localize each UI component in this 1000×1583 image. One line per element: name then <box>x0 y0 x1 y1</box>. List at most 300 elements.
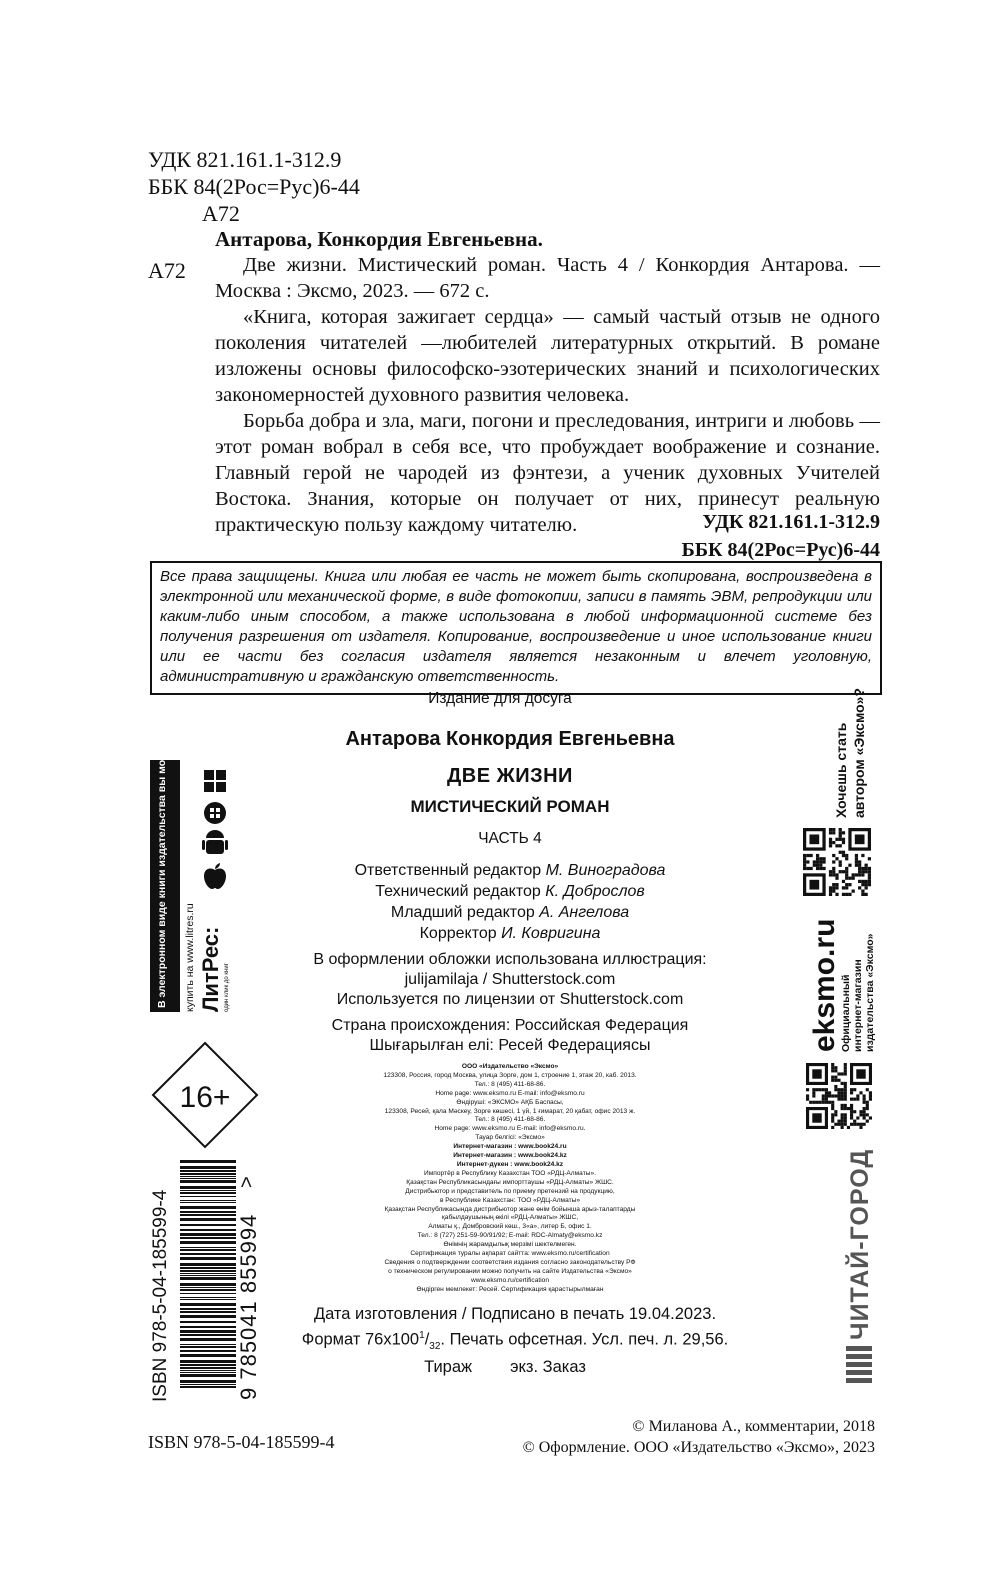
credit-line: Ответственный редактор М. Виноградова <box>354 862 666 879</box>
android-icon <box>202 830 228 854</box>
qr-module <box>863 1094 866 1097</box>
small-print-line: Өндіруші: «ЭКСМО» АҚБ Баспасы, <box>456 1098 564 1106</box>
small-print-line: Home page: www.eksmo.ru E-mail: info@eksmo.ru. <box>434 1125 586 1133</box>
qr-code-eksmo[interactable] <box>806 1063 872 1129</box>
qr-module <box>861 893 864 896</box>
qr-module <box>850 1091 853 1094</box>
rights-notice: Все права защищены. Книга или любая ее часть не может быть скопирована, воспроизведена в электронной или механической форме, в виде фотокопии, записи в память ЭВМ, репродукции или каким-либо иным способом, а также использована в любой информационной системе без получения разрешения от издателя. Копирование, воспроизведение и иное использование книги или ее части без согласия издателя является незаконным и влечет уголовную, административную и гражданскую ответственность. <box>150 561 882 695</box>
small-print-line: Тел.: 8 (495) 411-68-86. <box>474 1116 546 1124</box>
litres-tagline: один клик до книг <box>224 963 230 1012</box>
qr-module <box>829 870 832 873</box>
qr-module <box>841 1123 844 1126</box>
barcode-bar <box>180 1241 236 1244</box>
qr-module <box>831 1094 834 1097</box>
qr-module <box>839 834 842 837</box>
barcode-bar <box>180 1374 236 1377</box>
qr-module <box>841 1072 844 1075</box>
qr-module <box>815 1101 818 1104</box>
qr-module <box>842 870 845 873</box>
qr-module <box>863 1101 866 1104</box>
qr-module <box>816 867 819 870</box>
annotation-paragraph-1: «Книга, которая зажигает сердца» — самый частый отзыв не одного поколения читателей —любителей литературных открытий. В романе изложены основы философско-эзотерических знаний и психологических закономерностей духовного развития человека. <box>215 306 880 406</box>
barcode-bar <box>180 1229 236 1231</box>
qr-module <box>869 1116 872 1119</box>
qr-module <box>837 1088 840 1091</box>
barcode-isbn-vertical: ISBN 978-5-04-185599-4 <box>150 1189 171 1402</box>
qr-module <box>837 1079 840 1082</box>
qr-module <box>809 867 812 870</box>
small-print-line: о техническом регулировании можно получить на сайте Издательства «Эксмо» <box>388 1267 632 1275</box>
small-print-line: Өндірген мемлекет: Ресей. Сертификация қарастырылмаған <box>416 1285 604 1293</box>
credit-line: Младший редактор А. Ангелова <box>390 904 630 921</box>
barcode-bar <box>180 1315 236 1318</box>
qr-module <box>834 1069 837 1072</box>
qr-module <box>853 1120 856 1123</box>
barcode-bar <box>180 1273 236 1274</box>
chitai-gorod-logo: ЧИТАЙ-ГОРОД <box>846 1148 874 1340</box>
qr-module <box>868 880 871 883</box>
barcode-bar <box>180 1196 236 1197</box>
small-print-line: Интернет-магазин : www.book24.kz <box>453 1152 567 1160</box>
qr-module <box>803 857 806 860</box>
qr-module <box>834 1085 837 1088</box>
qr-module <box>859 1091 862 1094</box>
qr-module <box>858 880 861 883</box>
qr-module <box>839 828 842 831</box>
qr-module <box>848 893 851 896</box>
barcode-bar <box>180 1224 236 1226</box>
qr-module <box>861 873 864 876</box>
qr-module <box>831 1107 834 1110</box>
qr-module <box>831 1104 834 1107</box>
barcode-bar <box>180 1214 236 1216</box>
qr-module <box>844 1094 847 1097</box>
qr-module <box>845 883 848 886</box>
qr-module <box>839 860 842 863</box>
qr-module <box>822 867 825 870</box>
qr-module <box>825 1098 828 1101</box>
qr-module <box>844 1082 847 1085</box>
qr-module <box>869 1098 872 1101</box>
qr-module <box>841 1091 844 1094</box>
qr-module <box>845 857 848 860</box>
qr-code-author[interactable] <box>803 828 871 896</box>
qr-module <box>845 873 848 876</box>
qr-module <box>866 1104 869 1107</box>
qr-module <box>825 1101 828 1104</box>
qr-module <box>865 893 868 896</box>
barcode-bar <box>180 1170 236 1172</box>
qr-module <box>819 857 822 860</box>
qr-module <box>855 857 858 860</box>
qr-module <box>822 857 825 860</box>
qr-module <box>839 844 842 847</box>
windows-phone-icon <box>204 802 226 824</box>
qr-module <box>861 890 864 893</box>
qr-module <box>841 1116 844 1119</box>
qr-module <box>832 886 835 889</box>
barcode-bar <box>180 1293 236 1294</box>
qr-module <box>842 880 845 883</box>
qr-module <box>841 1082 844 1085</box>
qr-module <box>841 1120 844 1123</box>
qr-module <box>829 886 832 889</box>
chitai-gorod-logo-mark <box>846 1346 872 1386</box>
qr-module <box>822 860 825 863</box>
qr-module <box>834 1079 837 1082</box>
barcode-bar <box>180 1386 236 1388</box>
qr-module <box>858 886 861 889</box>
qr-module <box>806 1098 809 1101</box>
qr-module <box>861 867 864 870</box>
qr-module <box>825 1091 828 1094</box>
qr-module <box>858 867 861 870</box>
barcode-bar <box>180 1206 236 1209</box>
qr-module <box>841 1113 844 1116</box>
qr-module <box>844 1098 847 1101</box>
qr-module <box>842 886 845 889</box>
barcode-bar <box>180 1257 236 1260</box>
qr-module <box>809 854 812 857</box>
illustration-credit: В оформлении обложки использована иллюстрация: julijamilaja / Shutterstock.com Используется по лицензии от Shutterstock.com <box>313 951 707 1008</box>
qr-module <box>835 886 838 889</box>
qr-module <box>844 1120 847 1123</box>
qr-module <box>829 838 832 841</box>
barcode-bar <box>180 1283 236 1286</box>
barcode-bar <box>180 1270 236 1272</box>
qr-module <box>844 1104 847 1107</box>
qr-module <box>822 1101 825 1104</box>
imprint-author: Антарова Конкордия Евгеньевна <box>345 728 675 750</box>
qr-module <box>837 1098 840 1101</box>
qr-module <box>831 1069 834 1072</box>
qr-finder <box>856 1069 865 1078</box>
small-print-line: ООО «Издательство «Эксмо» <box>461 1063 559 1070</box>
qr-module <box>832 883 835 886</box>
qr-module <box>855 860 858 863</box>
qr-module <box>812 1091 815 1094</box>
bottom-codes <box>682 508 880 564</box>
small-print-line: Алматы қ., Домбровский көш., 3«а», литер Б, офис 1. <box>428 1223 592 1231</box>
qr-module <box>829 828 832 831</box>
barcode-bar <box>180 1346 236 1348</box>
qr-module <box>856 1116 859 1119</box>
qr-module <box>832 873 835 876</box>
small-print-line: Импортёр в Республику Казахстан ТОО «РДЦ-Алматы». <box>424 1169 596 1177</box>
qr-module <box>828 1101 831 1104</box>
qr-module <box>848 877 851 880</box>
barcode-bar <box>180 1299 236 1300</box>
qr-module <box>859 1126 862 1129</box>
qr-module <box>841 1088 844 1091</box>
credits <box>275 860 745 944</box>
small-print-line: Тауар белгісі: «Эксмо» <box>475 1134 545 1142</box>
qr-module <box>832 867 835 870</box>
qr-module <box>844 1085 847 1088</box>
qr-module <box>845 854 848 857</box>
qr-module <box>858 864 861 867</box>
barcode-bar <box>180 1354 236 1357</box>
barcode-bar <box>180 1233 236 1236</box>
qr-module <box>844 1066 847 1069</box>
bottom-bbk: ББК 84(2Рос=Рус)6-44 <box>681 539 880 561</box>
qr-module <box>852 873 855 876</box>
qr-module <box>803 867 806 870</box>
qr-module <box>841 1104 844 1107</box>
qr-module <box>859 1110 862 1113</box>
qr-module <box>809 1101 812 1104</box>
qr-module <box>839 851 842 854</box>
country-of-origin: Страна происхождения: Российская Федерация Шығарылған елі: Ресей Федерациясы <box>331 1017 689 1054</box>
qr-module <box>822 1094 825 1097</box>
udk-code: УДК 821.161.1-312.9 <box>148 147 342 172</box>
isbn: ISBN 978-5-04-185599-4 <box>148 1432 335 1452</box>
barcode-bar <box>180 1321 236 1323</box>
eksmo-description: Официальный интернет-магазин издательства «Эксмо» <box>840 933 876 1052</box>
qr-module <box>852 890 855 893</box>
qr-module <box>859 1123 862 1126</box>
qr-module <box>850 1107 853 1110</box>
qr-module <box>856 1094 859 1097</box>
qr-module <box>845 877 848 880</box>
barcode-bar <box>180 1200 236 1201</box>
barcode-bar <box>180 1297 236 1298</box>
qr-module <box>865 864 868 867</box>
qr-module <box>841 1094 844 1097</box>
qr-module <box>861 880 864 883</box>
litres-banner <box>150 736 180 1012</box>
barcode <box>180 1160 240 1390</box>
credit-line: Технический редактор К. Доброслов <box>375 883 645 900</box>
barcode-bar <box>180 1372 236 1373</box>
qr-module <box>806 860 809 863</box>
qr-module <box>853 1088 856 1091</box>
barcode-bar <box>180 1360 236 1363</box>
qr-finder <box>809 834 819 844</box>
small-print-line: Қазақстан Республикасында дистрибьютор және өнім бойынша арыз-талаптарды <box>384 1205 636 1213</box>
barcode-bar <box>180 1202 236 1203</box>
qr-module <box>829 890 832 893</box>
qr-module <box>819 867 822 870</box>
barcode-bar <box>180 1338 236 1341</box>
qr-module <box>831 1116 834 1119</box>
barcode-bar <box>180 1344 236 1345</box>
qr-module <box>841 1098 844 1101</box>
qr-module <box>866 1107 869 1110</box>
qr-module <box>813 860 816 863</box>
qr-module <box>839 831 842 834</box>
qr-module <box>865 880 868 883</box>
qr-module <box>835 838 838 841</box>
small-print-line: Тел.: 8 (495) 411-68-86. <box>474 1080 546 1088</box>
barcode-bar <box>180 1176 236 1177</box>
qr-module <box>861 854 864 857</box>
qr-module <box>806 1088 809 1091</box>
qr-module <box>844 1116 847 1119</box>
qr-module <box>863 1110 866 1113</box>
publisher-small-print <box>350 1063 670 1295</box>
bottom-udk: УДК 821.161.1-312.9 <box>702 511 880 533</box>
annotation-bib: Две жизни. Мистический роман. Часть 4 / Конкордия Антарова. — Москва : Эксмо, 2023. — 672 с. <box>215 254 880 302</box>
bbk-code: ББК 84(2Рос=Рус)6-44 <box>148 174 360 199</box>
qr-module <box>815 1088 818 1091</box>
qr-module <box>865 883 868 886</box>
barcode-bar <box>180 1350 236 1352</box>
qr-module <box>847 1126 850 1129</box>
qr-module <box>832 828 835 831</box>
barcode-bar <box>180 1380 236 1383</box>
qr-module <box>863 1123 866 1126</box>
barcode-bar <box>180 1311 236 1313</box>
qr-module <box>855 854 858 857</box>
small-print-line: Сертификация туралы ақпарат сайтта: www.eksmo.ru/certification <box>410 1250 610 1258</box>
litres-logo: ЛитРес: <box>198 926 223 1012</box>
qr-module <box>822 1088 825 1091</box>
qr-module <box>832 841 835 844</box>
barcode-bar <box>180 1253 236 1255</box>
qr-module <box>832 890 835 893</box>
qr-module <box>835 877 838 880</box>
qr-module <box>816 864 819 867</box>
barcode-bar <box>180 1237 236 1239</box>
imprint-subtitle: МИСТИЧЕСКИЙ РОМАН <box>410 797 610 816</box>
qr-module <box>819 864 822 867</box>
barcode-bar <box>180 1330 236 1333</box>
qr-module <box>868 867 871 870</box>
qr-module <box>842 841 845 844</box>
leisure-label: Издание для досуга <box>428 690 572 707</box>
qr-module <box>816 854 819 857</box>
barcode-bar <box>180 1303 236 1306</box>
qr-module <box>865 867 868 870</box>
barcode-bar <box>180 1173 236 1175</box>
qr-module <box>856 1123 859 1126</box>
qr-module <box>825 1088 828 1091</box>
barcode-bar <box>180 1178 236 1179</box>
small-print-line: Интернет-магазин : www.book24.ru <box>453 1143 567 1151</box>
barcode-bar <box>180 1247 236 1248</box>
qr-module <box>825 1094 828 1097</box>
qr-module <box>866 1113 869 1116</box>
qr-module <box>831 1113 834 1116</box>
age-rating-badge <box>150 1040 260 1150</box>
qr-module <box>844 1107 847 1110</box>
barcode-digits: 9 785041 855994 <box>236 1213 261 1400</box>
qr-module <box>834 1066 837 1069</box>
qr-module <box>856 1098 859 1101</box>
small-print-line: Сведения о подтверждении соответствия издания согласно законодательству РФ <box>384 1258 636 1266</box>
qr-module <box>863 1098 866 1101</box>
qr-module <box>831 1079 834 1082</box>
barcode-bar <box>180 1249 236 1251</box>
small-print-line: Өнімнің жарамдылық мерзімі шектелмеген. <box>443 1241 577 1249</box>
qr-module <box>848 883 851 886</box>
qr-module <box>842 831 845 834</box>
qr-module <box>858 870 861 873</box>
qr-module <box>828 1091 831 1094</box>
qr-module <box>835 883 838 886</box>
small-print-line: www.eksmo.ru/certification <box>470 1276 550 1284</box>
copyright: © Миланова А., комментарии, 2018 © Оформление. ООО «Издательство «Эксмо», 2023 <box>522 1418 875 1456</box>
qr-module <box>861 870 864 873</box>
barcode-bar <box>180 1287 236 1288</box>
qr-module <box>842 893 845 896</box>
qr-module <box>829 841 832 844</box>
author-mark: А72 <box>202 201 240 226</box>
barcode-bar <box>180 1186 236 1189</box>
windows-icon <box>204 770 226 792</box>
qr-module <box>859 1113 862 1116</box>
qr-module <box>863 1116 866 1119</box>
small-print-line: Тел.: 8 (727) 251-59-90/91/92; E-mail: RDC-Almaty@eksmo.kz <box>417 1232 603 1240</box>
qr-module <box>858 860 861 863</box>
qr-module <box>850 1116 853 1119</box>
app-store-icons <box>200 766 232 896</box>
qr-module <box>835 857 838 860</box>
qr-module <box>829 893 832 896</box>
small-print-line: Home page: www.eksmo.ru E-mail: info@eksmo.ru <box>435 1089 585 1097</box>
qr-module <box>829 873 832 876</box>
qr-module <box>837 1094 840 1097</box>
qr-module <box>803 860 806 863</box>
barcode-bar <box>180 1192 236 1194</box>
qr-finder <box>855 834 865 844</box>
qr-module <box>868 883 871 886</box>
qr-module <box>831 1076 834 1079</box>
qr-module <box>850 1113 853 1116</box>
barcode-bar <box>180 1267 236 1269</box>
barcode-bar <box>180 1180 236 1183</box>
qr-module <box>842 851 845 854</box>
litres-text: В электронном виде книги издательства вы можете <box>156 736 168 1008</box>
small-print-line: Интернет-дүкен : www.book24.kz <box>456 1160 564 1168</box>
qr-module <box>844 1072 847 1075</box>
qr-module <box>852 877 855 880</box>
qr-module <box>834 1123 837 1126</box>
qr-module <box>844 1091 847 1094</box>
qr-module <box>816 857 819 860</box>
production-info: Дата изготовления / Подписано в печать 19.04.2023. Формат $76x100^1/_{32}$. Печать офсетная. Усл. печ. л. 29,56. Тираж экз. Заказ <box>301 1305 729 1376</box>
qr-module <box>868 857 871 860</box>
qr-module <box>812 1094 815 1097</box>
credit-line: Корректор И. Ковригина <box>419 925 601 942</box>
qr-module <box>868 873 871 876</box>
eksmo-site[interactable]: eksmo.ru <box>808 918 841 1052</box>
qr-module <box>806 854 809 857</box>
qr-module <box>865 886 868 889</box>
barcode-bar <box>180 1211 236 1213</box>
qr-module <box>868 877 871 880</box>
qr-module <box>837 1123 840 1126</box>
barcode-bar <box>180 1218 236 1221</box>
qr-module <box>819 860 822 863</box>
qr-module <box>839 864 842 867</box>
qr-module <box>844 1069 847 1072</box>
qr-module <box>835 844 838 847</box>
qr-module <box>831 1063 834 1066</box>
qr-module <box>866 1101 869 1104</box>
annotation-author: Антарова, Конкордия Евгеньевна. <box>215 227 543 251</box>
qr-module <box>831 1120 834 1123</box>
qr-module <box>812 1101 815 1104</box>
qr-module <box>835 873 838 876</box>
litres-link: купить на www.litres.ru <box>184 903 196 1012</box>
barcode-bar <box>180 1166 236 1169</box>
small-print-line: Қазақстан Республикасындағы импорттаушы «РДЦ-Алматы» ЖШС. <box>406 1178 614 1186</box>
qr-module <box>828 1094 831 1097</box>
qr-module <box>868 870 871 873</box>
barcode-bar <box>180 1384 236 1385</box>
